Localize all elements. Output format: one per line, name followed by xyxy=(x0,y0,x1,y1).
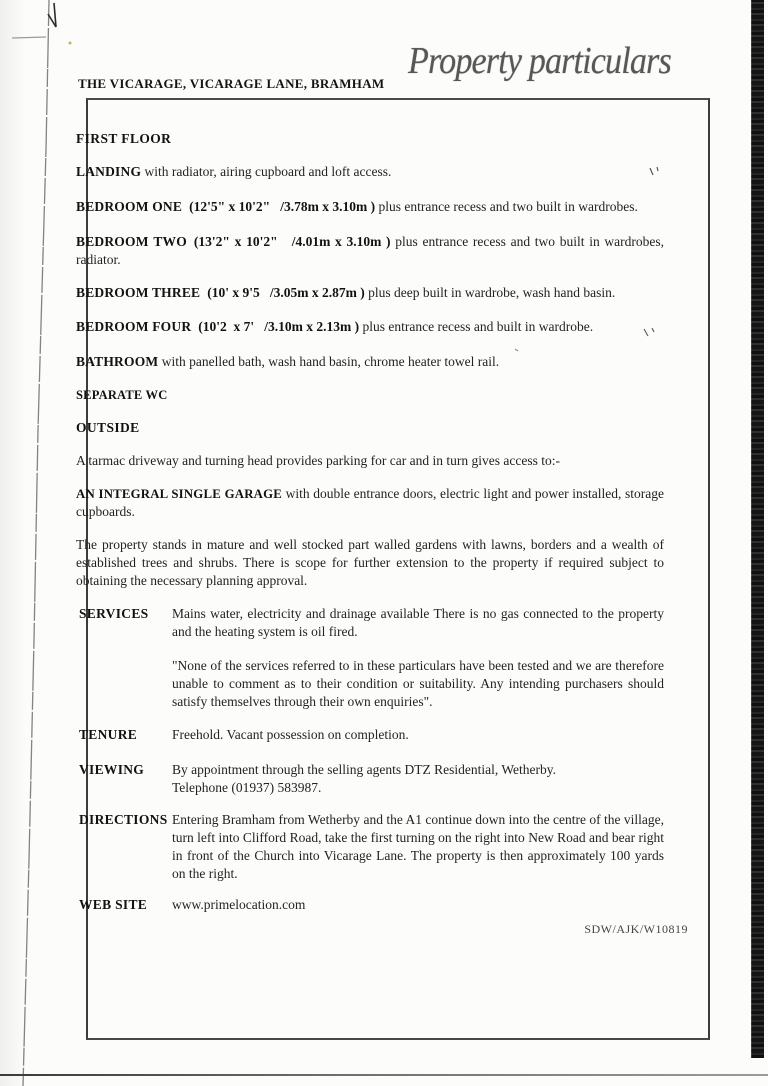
room-bedroom-two xyxy=(76,233,664,269)
services-section xyxy=(79,605,664,641)
room-text: with panelled bath, wash hand basin, chrome heater towel rail. xyxy=(161,354,500,369)
garage-label: AN INTEGRAL SINGLE GARAGE xyxy=(76,487,282,501)
website-url: www.primelocation.com xyxy=(172,897,306,912)
brand-title: Property particulars xyxy=(408,40,671,82)
paper-fold-line xyxy=(23,0,49,1086)
ink-speck xyxy=(69,42,72,45)
room-text: plus deep built in wardrobe, wash hand basin. xyxy=(368,285,616,300)
garage-paragraph xyxy=(76,485,664,521)
room-label: BEDROOM FOUR xyxy=(76,319,192,334)
reference-code: SDW/AJK/W10819 xyxy=(584,922,688,936)
room-label: LANDING xyxy=(76,164,142,179)
scan-streak xyxy=(12,37,46,38)
room-dimensions: (12'5" x 10'2" /3.78m x 3.10m ) xyxy=(189,199,376,214)
room-text: with radiator, airing cupboard and loft access. xyxy=(144,164,392,179)
website-section xyxy=(79,896,664,914)
room-bedroom-four xyxy=(76,318,664,336)
directions-label: DIRECTIONS xyxy=(79,812,168,827)
room-label: BEDROOM ONE xyxy=(76,199,183,214)
services-label: SERVICES xyxy=(79,606,149,621)
tenure-label: TENURE xyxy=(79,727,138,742)
services-disclaimer: "None of the services referred to in these particulars have been tested and we are therefore unable to comment as to their condition or suitability. Any intending purchasers should satisfy themselves through their own enquiries". xyxy=(172,658,664,709)
outside-heading: OUTSIDE xyxy=(76,420,140,435)
room-text: plus entrance recess and built in wardrobe. xyxy=(362,319,594,334)
room-label: BATHROOM xyxy=(76,354,159,369)
first-floor-heading: FIRST FLOOR xyxy=(76,131,172,146)
services-disclaimer-section xyxy=(79,657,664,711)
website-label: WEB SITE xyxy=(79,897,148,912)
tenure-section xyxy=(79,726,664,744)
viewing-label: VIEWING xyxy=(79,762,145,777)
tenure-text: Freehold. Vacant possession on completion. xyxy=(172,727,409,742)
directions-text: Entering Bramham from Wetherby and the A1 continue down into the centre of the village, turn left into Clifford Road, take the first turning on the right into New Road and bear right in front of the Church into Vicarage Lane. The property is then approximately 100 yards on the right. xyxy=(172,812,664,881)
scan-edge-bar xyxy=(751,0,764,1058)
room-bedroom-three xyxy=(76,284,664,302)
scan-bottom-edge xyxy=(0,1074,768,1076)
viewing-section xyxy=(79,761,664,797)
property-address: THE VICARAGE, VICARAGE LANE, BRAMHAM xyxy=(78,76,385,91)
room-bathroom xyxy=(76,353,664,371)
garage-text: with double entrance doors, electric light and power installed, storage cupboards. xyxy=(76,486,664,519)
room-dimensions: (13'2" x 10'2" /4.01m x 3.10m ) xyxy=(193,234,391,249)
room-dimensions: (10'2 x 7' /3.10m x 2.13m ) xyxy=(198,319,360,334)
outside-intro: A tarmac driveway and turning head provides parking for car and in turn gives access to:- xyxy=(76,453,560,468)
services-text: Mains water, electricity and drainage available There is no gas connected to the property and the heating system is oil fired. xyxy=(172,606,664,639)
room-text: plus entrance recess and two built in wardrobes, radiator. xyxy=(76,234,665,267)
grounds-paragraph: The property stands in mature and well stocked part walled gardens with lawns, borders and a wealth of established trees and shrubs. There is scope for further extension to the property if required subject to obtaining the necessary planning approval. xyxy=(76,537,664,588)
room-text: plus entrance recess and two built in wardrobes. xyxy=(378,199,638,214)
directions-section xyxy=(79,811,664,883)
room-dimensions: (10' x 9'5 /3.05m x 2.87m ) xyxy=(207,285,365,300)
corner-mark xyxy=(48,3,56,27)
room-label: SEPARATE WC xyxy=(76,388,168,402)
room-label: BEDROOM TWO xyxy=(76,234,187,249)
viewing-line-appointment: By appointment through the selling agents DTZ Residential, Wetherby. xyxy=(172,762,556,777)
room-separate-wc xyxy=(76,386,664,404)
viewing-line-telephone: Telephone (01937) 583987. xyxy=(172,780,322,795)
room-landing xyxy=(76,163,664,181)
room-label: BEDROOM THREE xyxy=(76,285,201,300)
room-bedroom-one xyxy=(76,198,664,216)
viewing-text xyxy=(172,761,664,797)
spacer xyxy=(79,657,172,711)
